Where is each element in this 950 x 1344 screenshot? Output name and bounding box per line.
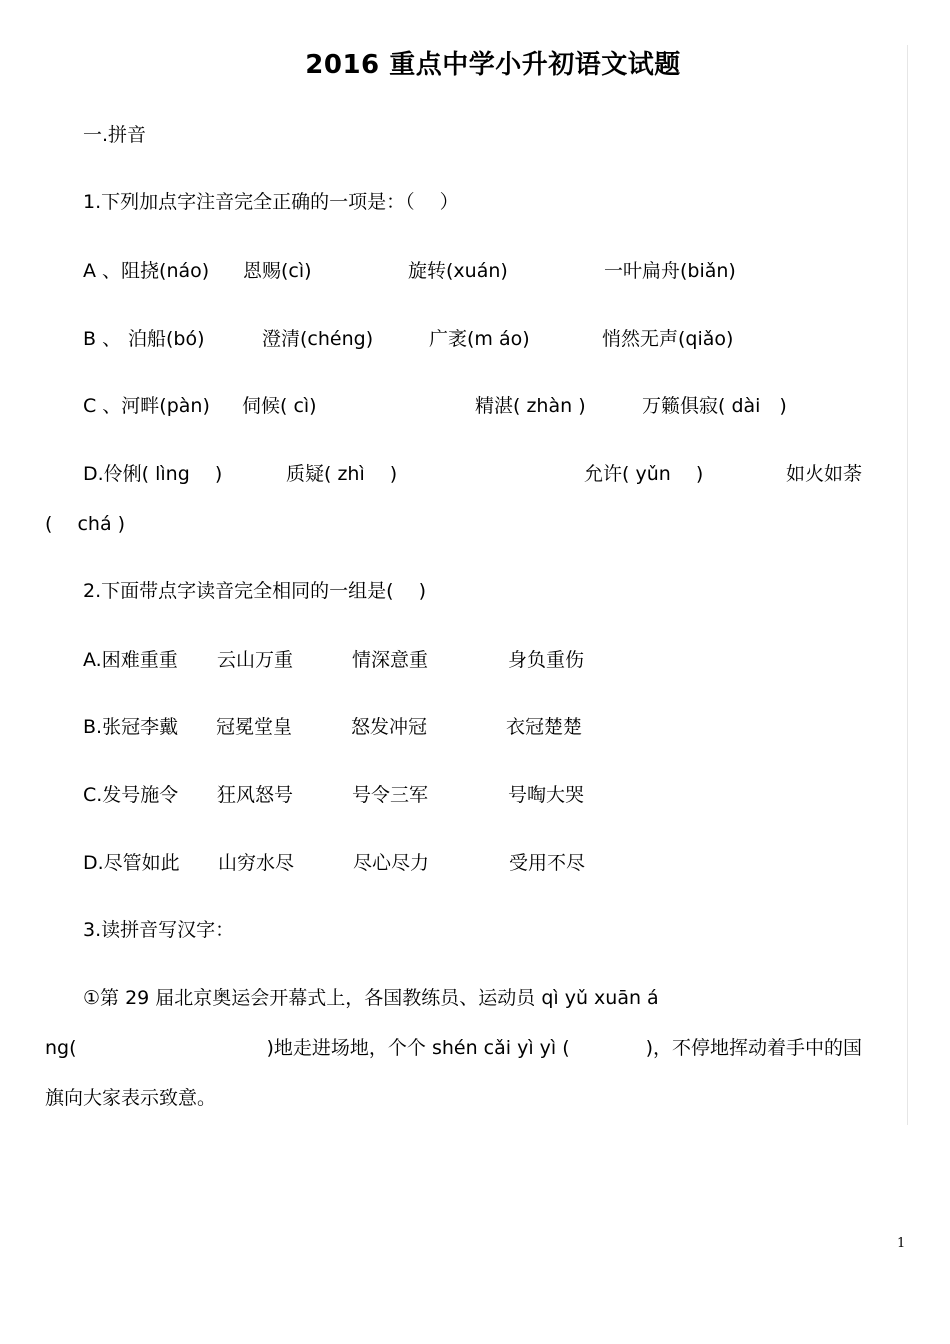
page-edge-line (907, 45, 908, 1125)
q2-c-item-4: 号啕大哭 (508, 784, 585, 806)
question-2-stem: 2.下面带点字读音完全相同的一组是( ) (83, 580, 426, 602)
q1-a-item-2: 恩赐(cì) (243, 260, 312, 282)
q1-b-item-1: 泊船(bó) (128, 328, 205, 350)
q1-d-item-4-pinyin: ( chá ) (45, 513, 126, 535)
q1-option-d (0, 459, 950, 489)
q2-a-item-4: 身负重伤 (508, 649, 585, 671)
q1-option-b (0, 324, 950, 354)
q3-passage-line-1: ①第 29 届北京奥运会开幕式上，各国教练员、运动员 qì yǔ xuān á (83, 987, 659, 1009)
section-heading-pinyin: 一.拼音 (83, 124, 147, 146)
q2-d-item-2: 山穷水尽 (218, 852, 295, 874)
q2-c-item-3: 号令三军 (352, 784, 429, 806)
q1-option-d-continued (0, 509, 950, 539)
q2-b-item-1: B.张冠李戴 (83, 716, 179, 738)
q3-passage-line-2: ng( )地走进场地，个个 shén cǎi yì yì ( )，不停地挥动着手中的国 (45, 1037, 863, 1059)
q1-a-item-3: 旋转(xuán) (408, 260, 508, 282)
q1-d-item-2: 质疑( zhì ) (286, 463, 398, 485)
q1-b-item-2: 澄清(chéng) (262, 328, 374, 350)
question-1-stem: 1.下列加点字注音完全正确的一项是：（ ） (83, 191, 459, 213)
q2-c-item-1: C.发号施令 (83, 784, 179, 806)
q2-b-item-4: 衣冠楚楚 (506, 716, 583, 738)
q1-d-item-3: 允许( yǔn ) (584, 463, 704, 485)
page-number: 1 (897, 1236, 906, 1251)
page-title: 2016 重点中学小升初语文试题 (305, 50, 681, 80)
q2-b-item-3: 怒发冲冠 (351, 716, 428, 738)
q2-a-item-3: 情深意重 (352, 649, 429, 671)
q1-a-item-4: 一叶扁舟(biǎn) (604, 260, 736, 282)
q1-c-item-3: 精湛( zhàn ) (475, 395, 586, 417)
q1-b-item-4: 悄然无声(qiǎo) (602, 328, 734, 350)
q2-d-item-3: 尽心尽力 (353, 852, 430, 874)
q1-a-item-1: A 、阻挠(náo) (83, 260, 210, 282)
q1-c-item-2: 伺候( cì) (242, 395, 317, 417)
q2-b-item-2: 冠冕堂皇 (216, 716, 293, 738)
question-3-stem: 3.读拼音写汉字： (83, 919, 235, 941)
q2-d-item-1: D.尽管如此 (83, 852, 180, 874)
q2-option-a (0, 645, 950, 675)
q2-option-d (0, 848, 950, 878)
q1-option-c (0, 391, 950, 421)
q1-option-a (0, 256, 950, 286)
q1-b-label: B 、 (83, 328, 122, 350)
q3-passage-line-3: 旗向大家表示致意。 (45, 1087, 217, 1109)
q2-c-item-2: 狂风怒号 (217, 784, 294, 806)
q1-d-item-4: 如火如荼 (786, 463, 863, 485)
q2-a-item-1: A.困难重重 (83, 649, 178, 671)
q1-d-item-1: D.伶俐( lìng ) (83, 463, 223, 485)
q1-c-item-1: C 、河畔(pàn) (83, 395, 210, 417)
q2-a-item-2: 云山万重 (217, 649, 294, 671)
q2-option-c (0, 780, 950, 810)
q1-c-item-4: 万籁俱寂( dài ) (642, 395, 787, 417)
q2-d-item-4: 受用不尽 (509, 852, 586, 874)
q2-option-b (0, 712, 950, 742)
q1-b-item-3: 广袤(m áo) (429, 328, 530, 350)
